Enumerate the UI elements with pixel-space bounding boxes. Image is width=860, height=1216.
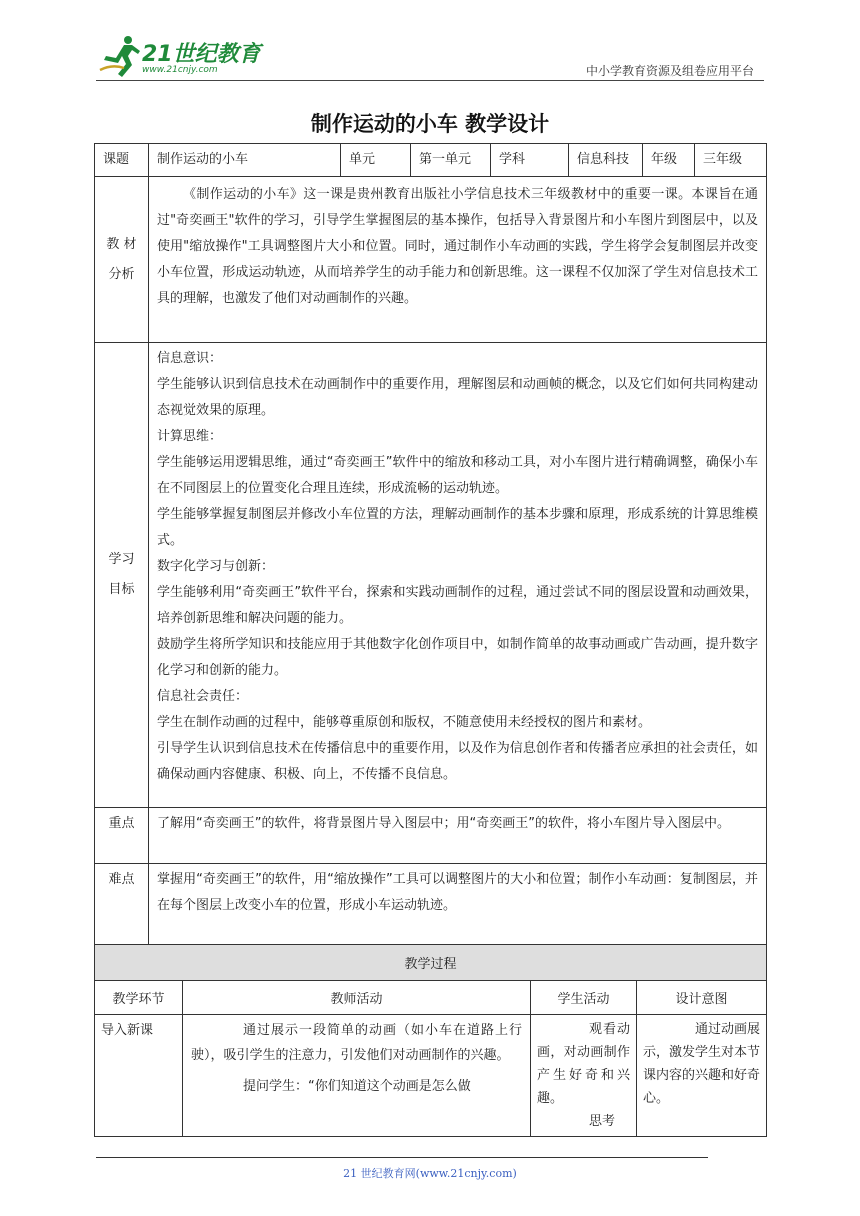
student-activity-cell [531, 1015, 637, 1137]
process-row [95, 1015, 767, 1137]
footer-text: 21 世纪教育网(www.21cnjy.com) [343, 1167, 517, 1180]
teacher-activity-paragraph: 提问学生：“你们知道这个动画是怎么做 [243, 1079, 471, 1094]
objectives-row [95, 343, 767, 808]
objectives-label-line1: 学习 [108, 552, 135, 567]
header-intent: 设计意图 [637, 981, 767, 1015]
material-row [95, 177, 767, 343]
unit-value: 第一单元 [411, 144, 491, 177]
objectives-paragraph: 学生在制作动画的过程中，能够尊重原创和版权，不随意使用未经授权的图片和素材。 [157, 715, 652, 730]
topic-value: 制作运动的小车 [149, 144, 341, 177]
objectives-heading: 信息意识： [157, 351, 223, 366]
design-intent-cell [637, 1015, 767, 1137]
footer-divider [96, 1157, 708, 1158]
objectives-label-line2: 目标 [108, 582, 135, 597]
subject-label: 学科 [491, 144, 569, 177]
teaching-process-table [94, 944, 767, 1137]
key-points-text: 了解用“奇奕画王”的软件，将背景图片导入图层中；用“奇奕画王”的软件，将小车图片导入图层中。 [149, 808, 767, 864]
objectives-paragraph: 学生能够利用“奇奕画王”软件平台，探索和实践动画制作的过程，通过尝试不同的图层设置和动画效果，培养创新思维和解决问题的能力。 [157, 585, 758, 626]
header-divider [96, 80, 764, 81]
topic-label: 课题 [95, 144, 149, 177]
header-stage: 教学环节 [95, 981, 183, 1015]
objectives-heading: 数字化学习与创新： [157, 559, 275, 574]
material-label-line2: 分析 [108, 266, 135, 282]
stage-cell: 导入新课 [95, 1015, 183, 1137]
objectives-paragraph: 学生能够掌握复制图层并修改小车位置的方法，理解动画制作的基本步骤和原理，形成系统的计算思维模式。 [157, 507, 758, 548]
platform-name: 中小学教育资源及组卷应用平台 [585, 64, 754, 78]
teacher-activity-paragraph: 通过展示一段简单的动画（如小车在道路上行驶），吸引学生的注意力，引发他们对动画制作的兴趣。 [191, 1023, 522, 1063]
logo-url: www.21cnjy.com [142, 65, 218, 75]
material-label [95, 177, 149, 343]
material-label-line1: 教 材 [106, 236, 137, 252]
running-man-icon [98, 34, 142, 80]
material-text: 《制作运动的小车》这一课是贵州教育出版社小学信息技术三年级教材中的重要一课。本课旨在通过"奇奕画王"软件的学习，引导学生掌握图层的基本操作，包括导入背景图片和小车图片到图层中，以及使用"缩放操作"工具调整图片大小和位置。同时，通过制作小车动画的实践，学生将学会复制图层并改变小车位置，形成运动轨迹，从而培养学生的动手能力和创新思维。这一课程不仅加深了学生对信息技术工具的理解，也激发了他们对动画制作的兴趣。 [157, 187, 758, 306]
objectives-heading: 计算思维： [157, 429, 223, 444]
difficulties-text: 掌握用“奇奕画王”的软件，用“缩放操作”工具可以调整图片的大小和位置；制作小车动画：复制图层，并在每个图层上改变小车的位置，形成小车运动轨迹。 [149, 864, 767, 946]
objectives-heading: 信息社会责任： [157, 689, 249, 704]
logo [98, 34, 268, 80]
key-points-row [95, 808, 767, 864]
subject-value: 信息科技 [569, 144, 643, 177]
design-intent-text: 通过动画展示，激发学生对本节课内容的兴趣和好奇心。 [643, 1022, 761, 1106]
material-analysis [149, 177, 767, 343]
objectives-paragraph: 引导学生认识到信息技术在传播信息中的重要作用，以及作为信息创作者和传播者应承担的社会责任，如确保动画内容健康、积极、向上，不传播不良信息。 [157, 741, 758, 782]
header-student: 学生活动 [531, 981, 637, 1015]
header-teacher: 教师活动 [183, 981, 531, 1015]
student-activity-paragraph: 思考 [589, 1114, 616, 1129]
process-title-row [95, 945, 767, 981]
page-title: 制作运动的小车 教学设计 [310, 111, 550, 136]
grade-label: 年级 [643, 144, 695, 177]
unit-label: 单元 [341, 144, 411, 177]
page-header [0, 0, 860, 90]
info-row [95, 144, 767, 177]
student-activity-paragraph: 观看动画，对动画制作产生好奇和兴趣。 [537, 1022, 630, 1106]
difficulties-label: 难点 [95, 864, 149, 946]
difficulties-row [95, 864, 767, 946]
logo-text: 21世纪教育 [142, 42, 261, 67]
objectives-label [95, 343, 149, 808]
key-points-label: 重点 [95, 808, 149, 864]
teacher-activity-cell [183, 1015, 531, 1137]
objectives-paragraph: 学生能够认识到信息技术在动画制作中的重要作用，理解图层和动画帧的概念，以及它们如何共同构建动态视觉效果的原理。 [157, 377, 758, 418]
process-title: 教学过程 [95, 945, 767, 981]
grade-value: 三年级 [695, 144, 767, 177]
objectives-paragraph: 鼓励学生将所学知识和技能应用于其他数字化创作项目中，如制作简单的故事动画或广告动画，提升数字化学习和创新的能力。 [157, 637, 758, 678]
objectives-paragraph: 学生能够运用逻辑思维，通过“奇奕画王”软件中的缩放和移动工具，对小车图片进行精确调整，确保小车在不同图层上的位置变化合理且连续，形成流畅的运动轨迹。 [157, 455, 758, 496]
objectives-content [149, 343, 767, 808]
lesson-info-table [94, 143, 767, 946]
process-header-row [95, 981, 767, 1015]
